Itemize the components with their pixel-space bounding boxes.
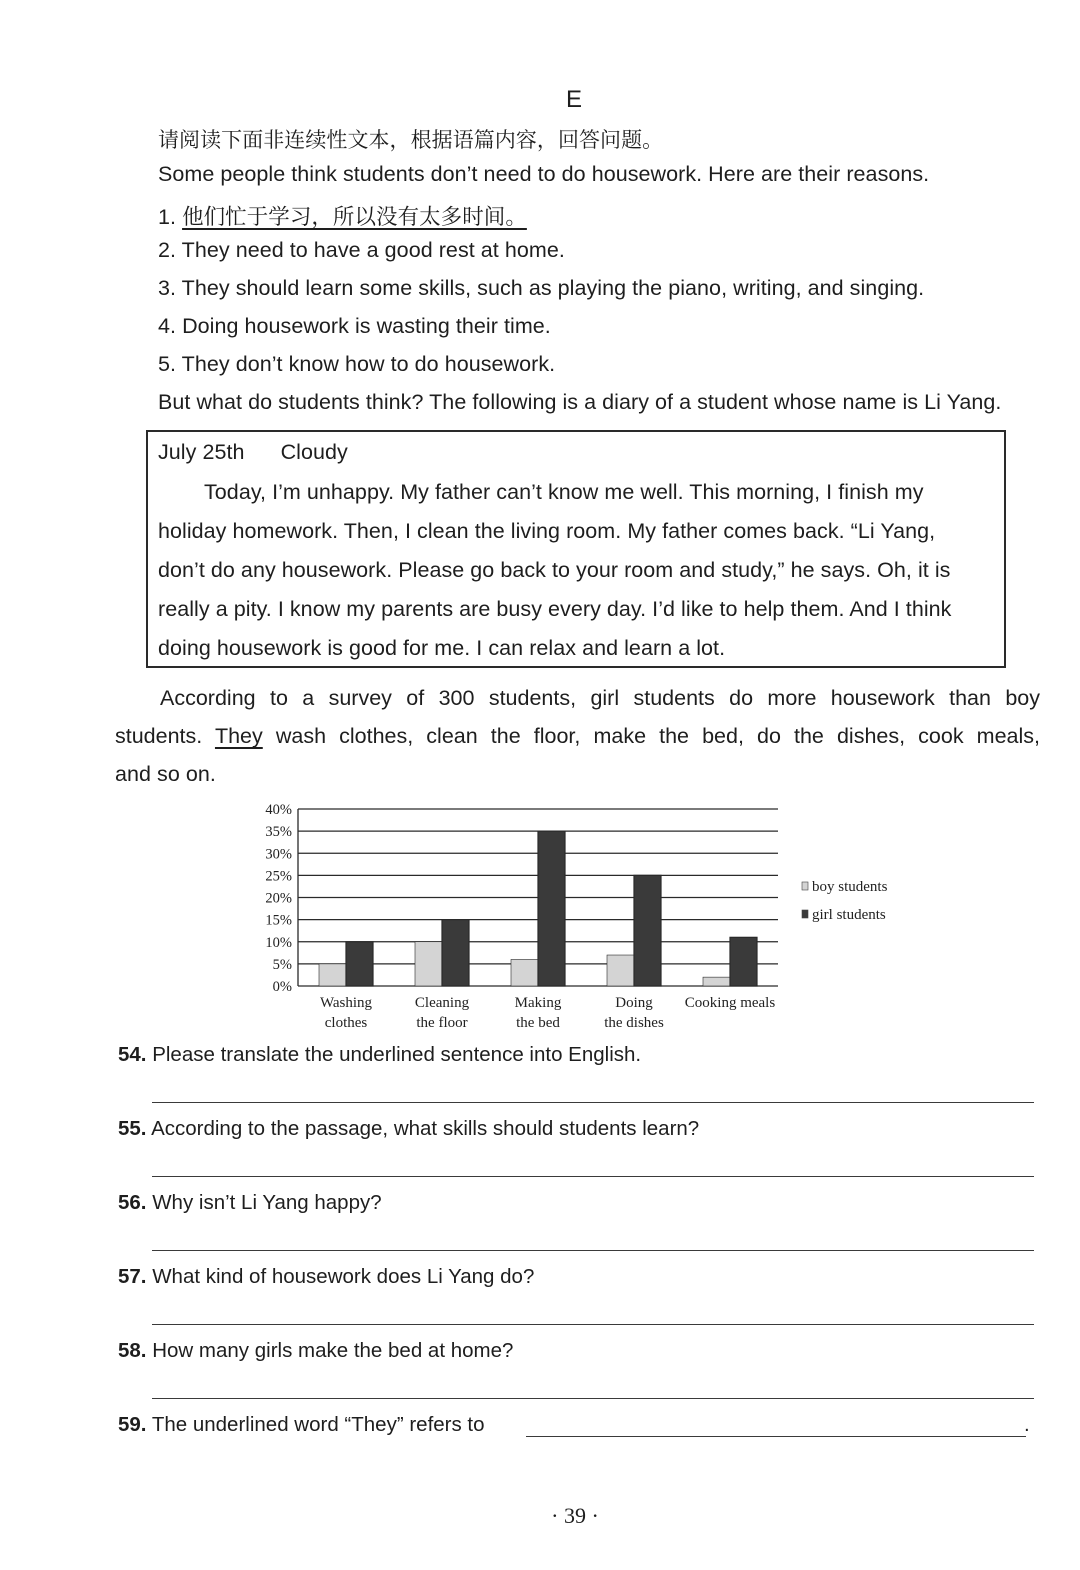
diary-date: July 25th [158,440,245,464]
diary-line: Today, I’m unhappy. My father can’t know me well. This morning, I finish my [204,480,924,504]
underlined-sentence: 他们忙于学习，所以没有太多时间。 [182,205,527,229]
answer-line-56[interactable] [152,1250,1034,1251]
bar-boy [607,955,634,986]
diary-date-line [158,440,348,465]
reason-number: 2. [158,238,177,262]
question-number: 59. [118,1413,147,1436]
diary-intro: But what do students think? The following is a diary of a student whose name is Li Yang. [158,390,1002,414]
question-text: Why isn’t Li Yang happy? [152,1191,382,1214]
y-tick-label: 15% [265,912,292,929]
bar-girl [346,942,373,986]
y-tick-label: 40% [265,802,292,818]
question-58 [118,1339,513,1363]
y-tick-label: 30% [265,846,292,863]
instruction: 请阅读下面非连续性文本，根据语篇内容，回答问题。 [158,129,664,152]
answer-line-54[interactable] [152,1102,1034,1103]
question-59-period: . [1024,1413,1030,1436]
reason-4 [158,314,551,339]
answer-line-55[interactable] [152,1176,1034,1177]
bar-boy [703,977,730,986]
question-55 [118,1117,699,1141]
y-tick-label: 20% [265,890,292,907]
bar-girl [634,875,661,986]
x-category-label: Making [514,995,562,1011]
reason-number: 3. [158,276,177,300]
question-number: 54. [118,1043,147,1066]
y-tick-label: 10% [265,934,292,951]
y-tick-label: 5% [272,956,292,973]
y-tick-label: 25% [265,868,292,885]
reason-2 [158,238,565,263]
x-category-label: clothes [324,1015,368,1031]
underlined-word: They [214,724,263,748]
reason-text: Doing housework is wasting their time. [182,314,551,338]
question-59 [118,1413,485,1437]
reason-5 [158,352,555,377]
bar-girl [538,831,565,986]
reason-number: 1. [158,205,177,229]
x-category-label: the dishes [604,1015,664,1031]
reason-number: 4. [158,314,177,338]
chart-area [200,795,920,1035]
bar-boy [415,942,442,986]
question-number: 56. [118,1191,147,1214]
y-tick-label: 35% [265,824,292,841]
survey-text: students. [115,724,203,748]
legend-swatch [802,910,808,918]
x-category-label: Washing [319,995,373,1011]
legend-label: boy students [812,879,888,895]
section-letter: E [566,86,583,113]
bar-chart [200,795,920,1035]
reason-text: They need to have a good rest at home. [181,238,565,262]
intro-text: Some people think students don’t need to do housework. Here are their reasons. [158,162,930,186]
reason-1 [158,200,527,231]
x-category-label: Cleaning [414,995,470,1011]
question-number: 57. [118,1265,147,1288]
diary-line: doing housework is good for me. I can relax and learn a lot. [158,636,726,660]
bar-girl [730,937,757,986]
x-category-label: Doing [615,995,653,1011]
question-54 [118,1043,641,1067]
question-text: According to the passage, what skills should students learn? [151,1117,700,1140]
x-category-label: the bed [516,1015,560,1031]
survey-line-3: and so on. [115,762,216,786]
x-category-label: Cooking meals [684,995,776,1011]
reason-number: 5. [158,352,177,376]
diary-line: holiday homework. Then, I clean the living room. My father comes back. “Li Yang, [158,519,936,543]
question-57 [118,1265,534,1289]
question-number: 58. [118,1339,147,1362]
answer-line-59[interactable] [526,1436,1026,1437]
question-text: The underlined word “They” refers to [151,1413,485,1436]
x-category-label: the floor [416,1015,468,1031]
question-text: Please translate the underlined sentence into English. [152,1043,642,1066]
legend-swatch [802,882,808,890]
diary-weather: Cloudy [280,440,348,464]
bar-boy [319,964,346,986]
bar-girl [442,920,469,986]
y-tick-label: 0% [272,979,292,995]
diary-box [146,430,1006,668]
reason-text: They should learn some skills, such as playing the piano, writing, and singing. [181,276,925,300]
answer-line-57[interactable] [152,1324,1034,1325]
question-text: What kind of housework does Li Yang do? [152,1265,535,1288]
reason-3 [158,276,924,301]
diary-line: don’t do any housework. Please go back to your room and study,” he says. Oh, it is [158,558,951,582]
page-number: · 39 · [551,1503,599,1528]
diary-line: really a pity. I know my parents are busy every day. I’d like to help them. And I think [158,597,952,621]
survey-text: wash clothes, clean the floor, make the bed, do the dishes, cook meals, [275,724,1040,748]
question-number: 55. [118,1117,147,1140]
legend-label: girl students [812,907,886,923]
question-56 [118,1191,382,1215]
reason-text: They don’t know how to do housework. [181,352,556,376]
answer-line-58[interactable] [152,1398,1034,1399]
survey-line-1: According to a survey of 300 students, girl students do more housework than boy [160,686,1040,710]
question-text: How many girls make the bed at home? [152,1339,514,1362]
bar-boy [511,959,538,986]
survey-line-2 [115,724,1040,749]
